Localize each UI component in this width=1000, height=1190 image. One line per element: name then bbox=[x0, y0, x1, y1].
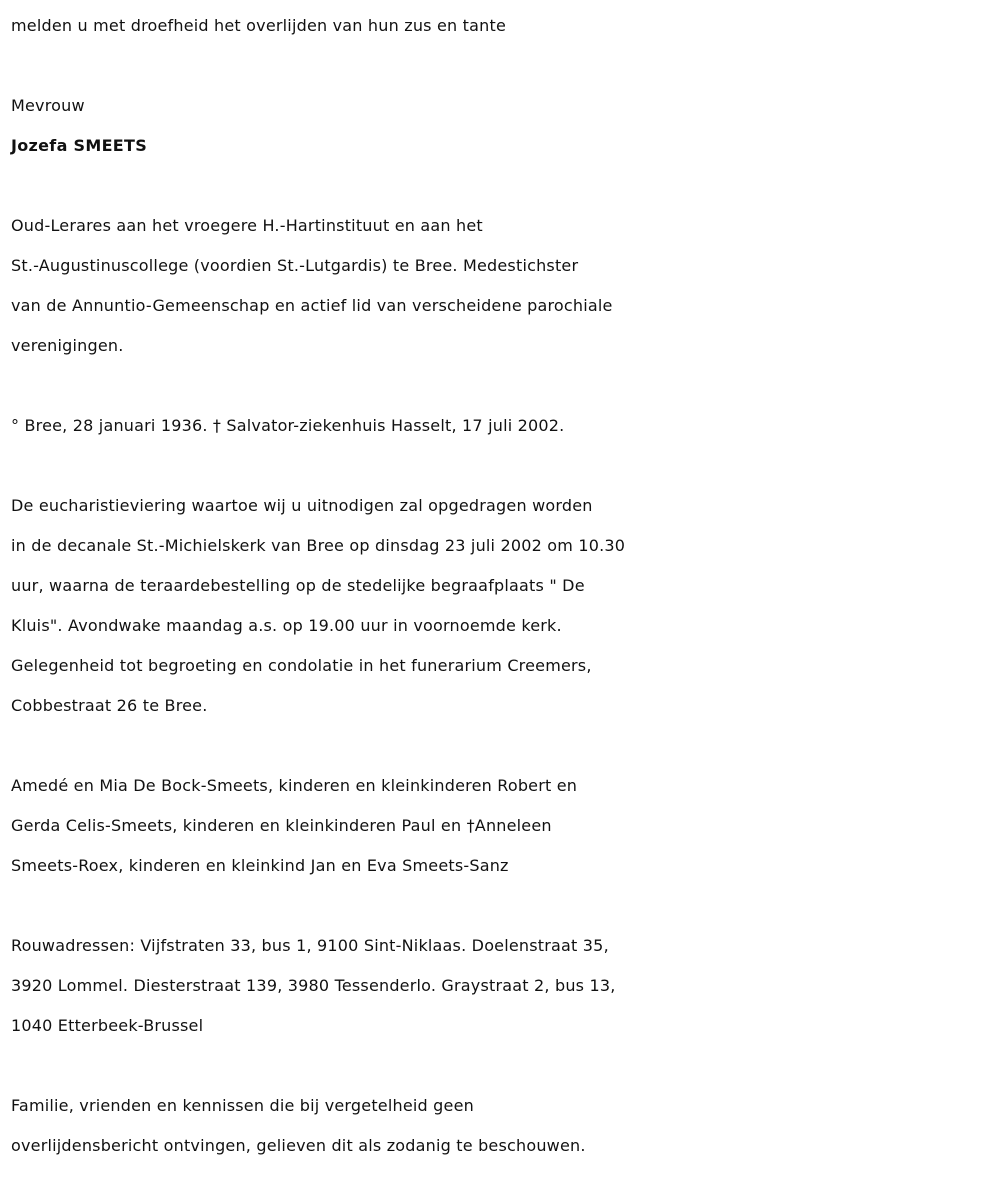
address-line: Rouwadressen: Vijfstraten 33, bus 1, 9100 Sint-Niklaas. Doelenstraat 35, bbox=[11, 936, 609, 955]
intro-text: melden u met droefheid het overlijden van hun zus en tante bbox=[11, 16, 506, 35]
spacer bbox=[11, 726, 993, 766]
spacer bbox=[11, 886, 993, 926]
biography-paragraph bbox=[11, 206, 993, 366]
birth-death-line: ° Bree, 28 januari 1936. † Salvator-ziekenhuis Hasselt, 17 juli 2002. bbox=[11, 416, 565, 435]
spacer bbox=[11, 166, 993, 206]
obituary-document bbox=[11, 6, 993, 1166]
biography-line: van de Annuntio-Gemeenschap en actief lid van verscheidene parochiale bbox=[11, 296, 613, 315]
spacer bbox=[11, 366, 993, 406]
ceremony-line: Gelegenheid tot begroeting en condolatie in het funerarium Creemers, bbox=[11, 656, 592, 675]
family-line: Amedé en Mia De Bock-Smeets, kinderen en kleinkinderen Robert en bbox=[11, 776, 578, 795]
ceremony-line: Cobbestraat 26 te Bree. bbox=[11, 696, 208, 715]
spacer bbox=[11, 1046, 993, 1086]
biography-line: St.-Augustinuscollege (voordien St.-Lutgardis) te Bree. Medestichster bbox=[11, 256, 579, 275]
spacer bbox=[11, 46, 993, 86]
ceremony-line: Kluis". Avondwake maandag a.s. op 19.00 uur in voornoemde kerk. bbox=[11, 616, 562, 635]
address-line: 3920 Lommel. Diesterstraat 139, 3980 Tessenderlo. Graystraat 2, bus 13, bbox=[11, 976, 616, 995]
closing-line: Familie, vrienden en kennissen die bij vergetelheid geen bbox=[11, 1096, 474, 1115]
ceremony-line: in de decanale St.-Michielskerk van Bree op dinsdag 23 juli 2002 om 10.30 bbox=[11, 536, 626, 555]
closing-paragraph bbox=[11, 1086, 993, 1166]
address-line: 1040 Etterbeek-Brussel bbox=[11, 1016, 204, 1035]
family-line: Smeets-Roex, kinderen en kleinkind Jan en Eva Smeets-Sanz bbox=[11, 856, 509, 875]
salutation: Mevrouw bbox=[11, 96, 85, 115]
ceremony-line: De eucharistieviering waartoe wij u uitnodigen zal opgedragen worden bbox=[11, 496, 593, 515]
deceased-name: Jozefa SMEETS bbox=[11, 136, 148, 155]
closing-line: overlijdensbericht ontvingen, gelieven dit als zodanig te beschouwen. bbox=[11, 1136, 586, 1155]
ceremony-paragraph bbox=[11, 486, 993, 726]
biography-line: Oud-Lerares aan het vroegere H.-Hartinstituut en aan het bbox=[11, 216, 483, 235]
family-line: Gerda Celis-Smeets, kinderen en kleinkinderen Paul en †Anneleen bbox=[11, 816, 552, 835]
ceremony-line: uur, waarna de teraardebestelling op de stedelijke begraafplaats " De bbox=[11, 576, 585, 595]
addresses-paragraph bbox=[11, 926, 993, 1046]
spacer bbox=[11, 446, 993, 486]
biography-line: verenigingen. bbox=[11, 336, 124, 355]
family-paragraph bbox=[11, 766, 993, 886]
